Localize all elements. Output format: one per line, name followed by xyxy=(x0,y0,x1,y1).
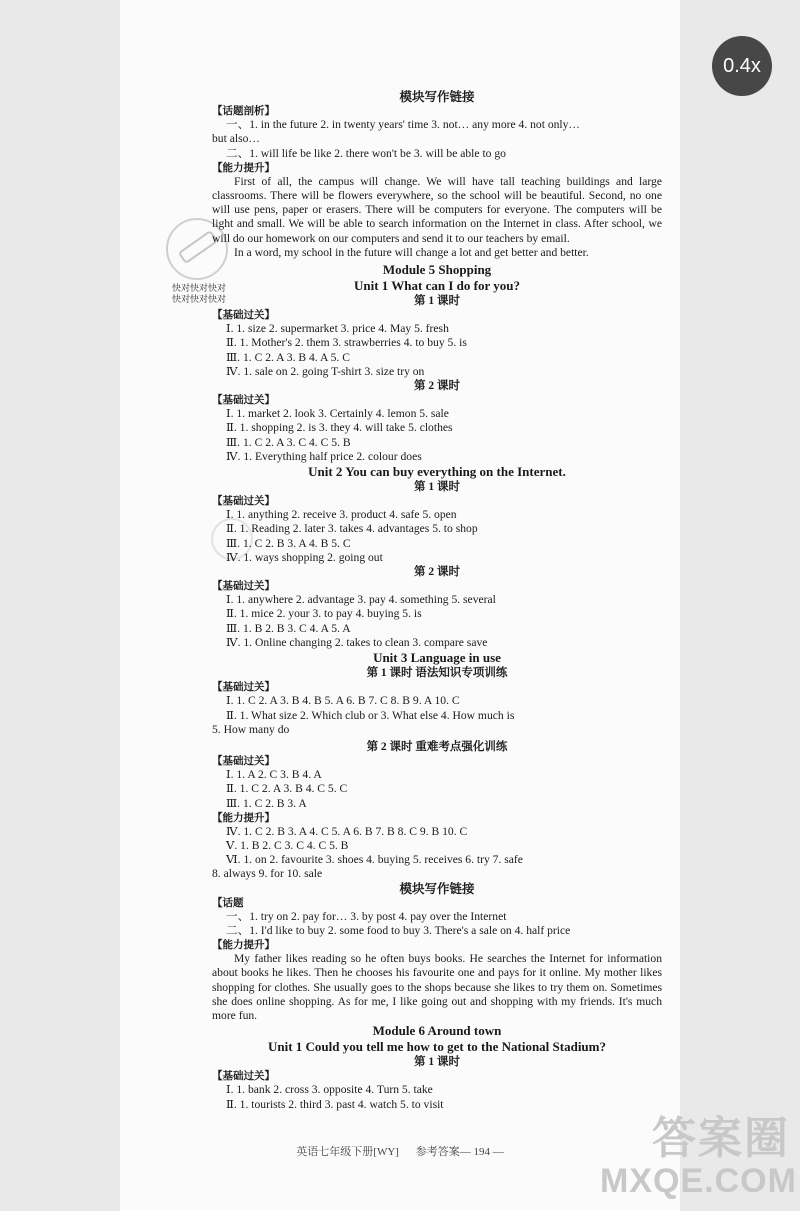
answer-line: Ⅱ. 1. What size 2. Which club or 3. What else 4. How much is xyxy=(226,708,515,722)
answer-line: Ⅲ. 1. C 2. A 3. C 4. C 5. B xyxy=(226,435,351,449)
answer-line: 一、1. in the future 2. in twenty years' time 3. not… any more 4. not only… xyxy=(226,118,581,132)
answer-line: Ⅰ. 1. C 2. A 3. B 4. B 5. A 6. B 7. C 8. B 9. A 10. C xyxy=(226,694,460,708)
footer-book: 英语七年级下册[WY] xyxy=(296,1146,399,1158)
lesson-heading: 第 1 课时 xyxy=(414,1056,460,1069)
answer-line: Ⅰ. 1. anything 2. receive 3. product 4. safe 5. open xyxy=(226,508,457,522)
essay-paragraph: In a word, my school in the future will change a lot and get better and better. xyxy=(234,245,589,259)
answer-line: Ⅲ. 1. C 2. A 3. B 4. A 5. C xyxy=(226,350,350,364)
lesson-heading: 第 1 课时 语法知识专项训练 xyxy=(366,667,508,680)
unit-heading: Unit 1 Could you tell me how to get to the National Stadium? xyxy=(267,1039,606,1055)
answer-line: Ⅳ. 1. sale on 2. going T-shirt 3. size try on xyxy=(226,364,425,378)
writing-link-title: 模块写作链接 xyxy=(399,90,475,104)
answer-line: 8. always 9. for 10. sale xyxy=(212,867,323,881)
answer-line: Ⅱ. 1. shopping 2. is 3. they 4. will take 5. clothes xyxy=(226,421,453,435)
answer-line: Ⅱ. 1. C 2. A 3. B 4. C 5. C xyxy=(226,782,348,796)
viewer-right-margin xyxy=(680,0,800,1211)
answer-line: Ⅳ. 1. Everything half price 2. colour does xyxy=(226,449,422,463)
answer-line: but also… xyxy=(212,132,260,146)
unit-heading: Unit 2 You can buy everything on the Internet. xyxy=(308,464,566,480)
answer-line: Ⅲ. 1. C 2. B 3. A xyxy=(226,796,307,810)
answer-line: Ⅳ. 1. C 2. B 3. A 4. C 5. A 6. B 7. B 8. C 9. B 10. C xyxy=(226,824,468,838)
watermark-title: 答案圈 xyxy=(652,1114,790,1163)
section-basic: 【基础过关】 xyxy=(212,495,275,508)
section-basic: 【基础过关】 xyxy=(212,309,275,322)
lesson-heading: 第 1 课时 xyxy=(414,295,460,308)
answer-line: Ⅰ. 1. bank 2. cross 3. opposite 4. Turn 5. take xyxy=(226,1083,433,1097)
section-topic: 【话题 xyxy=(212,896,244,909)
lesson-heading: 第 1 课时 xyxy=(414,481,460,494)
margin-note: 快对快对快对 快对快对快对 xyxy=(172,284,227,305)
answer-line: 二、1. I'd like to buy 2. some food to buy 3. There's a sale on 4. half price xyxy=(226,923,571,937)
answer-line: Ⅱ. 1. Reading 2. later 3. takes 4. advantages 5. to shop xyxy=(226,522,478,536)
unit-heading: Unit 3 Language in use xyxy=(373,650,501,666)
section-ability: 【能力提升】 xyxy=(212,939,275,952)
section-basic: 【基础过关】 xyxy=(212,681,275,694)
section-basic: 【基础过关】 xyxy=(212,394,275,407)
answer-line: Ⅰ. 1. anywhere 2. advantage 3. pay 4. something 5. several xyxy=(226,593,496,607)
section-basic: 【基础过关】 xyxy=(212,1070,275,1083)
answer-line: Ⅳ. 1. ways shopping 2. going out xyxy=(226,550,383,564)
answer-line: Ⅲ. 1. C 2. B 3. A 4. B 5. C xyxy=(226,536,351,550)
lesson-heading: 第 2 课时 重难考点强化训练 xyxy=(366,740,508,753)
section-basic: 【基础过关】 xyxy=(212,755,275,768)
answer-line: Ⅰ. 1. size 2. supermarket 3. price 4. May 5. fresh xyxy=(226,322,449,336)
answer-line: Ⅳ. 1. Online changing 2. takes to clean 3. compare save xyxy=(226,635,488,649)
answer-content xyxy=(212,90,662,1112)
module-heading: Module 5 Shopping xyxy=(382,262,492,278)
section-ability: 【能力提升】 xyxy=(212,811,275,824)
section-basic: 【基础过关】 xyxy=(212,580,275,593)
unit-heading: Unit 1 What can I do for you? xyxy=(353,278,521,294)
lesson-heading: 第 2 课时 xyxy=(414,566,460,579)
zoom-level-badge[interactable]: 0.4x xyxy=(712,36,772,96)
viewer-left-margin xyxy=(0,0,120,1211)
answer-line: 5. How many do xyxy=(212,722,290,736)
section-topic: 【话题剖析】 xyxy=(212,105,275,118)
answer-line: Ⅰ. 1. A 2. C 3. B 4. A xyxy=(226,768,322,782)
watermark-url: MXQE.COM xyxy=(600,1162,797,1200)
lesson-heading: 第 2 课时 xyxy=(414,380,460,393)
module-heading: Module 6 Around town xyxy=(372,1023,502,1039)
answer-line: Ⅰ. 1. market 2. look 3. Certainly 4. lemon 5. sale xyxy=(226,407,449,421)
answer-line: Ⅴ. 1. B 2. C 3. C 4. C 5. B xyxy=(226,838,349,852)
answer-line: Ⅱ. 1. Mother's 2. them 3. strawberries 4. to buy 5. is xyxy=(226,336,467,350)
footer-page: 参考答案— 194 — xyxy=(415,1146,504,1158)
answer-line: Ⅲ. 1. B 2. B 3. C 4. A 5. A xyxy=(226,621,351,635)
writing-link-title: 模块写作链接 xyxy=(399,881,475,896)
essay-paragraph: My father likes reading so he often buys books. He searches the Internet for information about books he likes. Then he chooses his favourite one and pays for it online. My mother likes shopping for clothes. She usually goes to the shops because she likes to try them on. Sometimes she does online shopping. As for me, I like going out and shopping with my friends. It's much more fun. xyxy=(212,952,662,1022)
answer-line: Ⅱ. 1. mice 2. your 3. to pay 4. buying 5. is xyxy=(226,607,422,621)
answer-line: Ⅵ. 1. on 2. favourite 3. shoes 4. buying 5. receives 6. try 7. safe xyxy=(226,853,523,867)
watermark xyxy=(600,1114,797,1200)
answer-line: 一、1. try on 2. pay for… 3. by post 4. pay over the Internet xyxy=(226,909,507,923)
essay-paragraph: First of all, the campus will change. We will have tall teaching buildings and large classrooms. There will be flowers everywhere, so the school will be beautiful. Second, no one will use pens, paper or erasers. There will be computers for everyone. The computers will be light and small. We will be able to search information on the Internet in class. After school, we will do our homework on our computers and send it to our teachers by email. xyxy=(212,174,662,245)
answer-line: 二、1. will life be like 2. there won't be 3. will be able to go xyxy=(226,146,506,160)
section-ability: 【能力提升】 xyxy=(212,161,275,174)
answer-line: Ⅱ. 1. tourists 2. third 3. past 4. watch 5. to visit xyxy=(226,1097,444,1111)
